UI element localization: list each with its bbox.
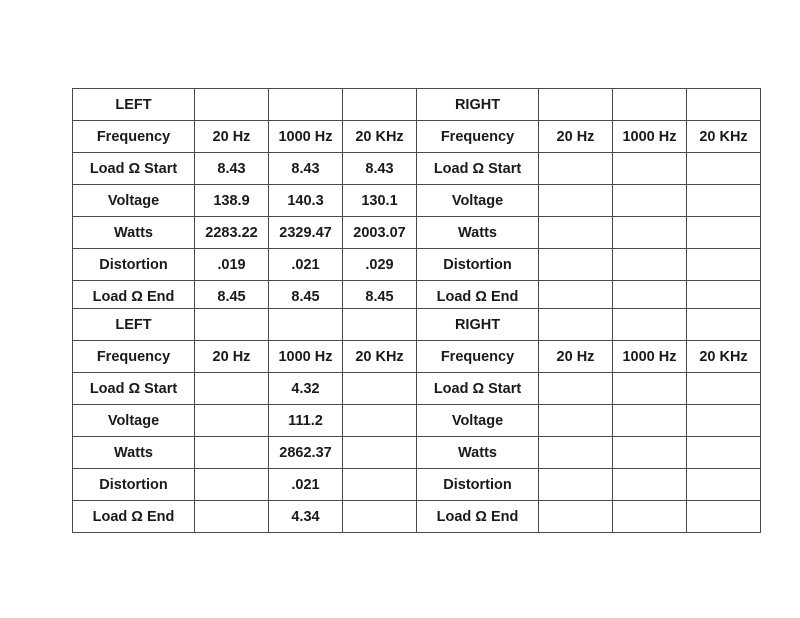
empty-cell — [687, 153, 761, 185]
empty-cell — [539, 89, 613, 121]
table-row — [73, 437, 761, 469]
empty-cell — [687, 89, 761, 121]
value-cell: 2862.37 — [269, 437, 343, 469]
value-cell: 8.45 — [343, 281, 417, 313]
row-label: Load Ω End — [417, 501, 539, 533]
value-cell: 138.9 — [195, 185, 269, 217]
empty-cell — [539, 185, 613, 217]
channel-header: LEFT — [73, 309, 195, 341]
row-label: Frequency — [417, 341, 539, 373]
measurement-table — [72, 88, 761, 313]
empty-cell — [195, 469, 269, 501]
value-cell: 2283.22 — [195, 217, 269, 249]
value-cell: 20 Hz — [195, 341, 269, 373]
empty-cell — [687, 373, 761, 405]
measurement-table — [72, 308, 761, 533]
value-cell: 20 KHz — [343, 341, 417, 373]
table-row — [73, 249, 761, 281]
channel-header: LEFT — [73, 89, 195, 121]
table-row — [73, 469, 761, 501]
empty-cell — [687, 469, 761, 501]
empty-cell — [613, 501, 687, 533]
empty-cell — [539, 373, 613, 405]
table-row — [73, 89, 761, 121]
empty-cell — [613, 309, 687, 341]
empty-cell — [343, 469, 417, 501]
empty-cell — [687, 217, 761, 249]
row-label: Distortion — [417, 249, 539, 281]
empty-cell — [343, 373, 417, 405]
value-cell: .021 — [269, 249, 343, 281]
table-row — [73, 217, 761, 249]
table-row — [73, 185, 761, 217]
empty-cell — [687, 309, 761, 341]
table-row — [73, 373, 761, 405]
empty-cell — [343, 437, 417, 469]
row-label: Load Ω Start — [73, 373, 195, 405]
empty-cell — [195, 437, 269, 469]
row-label: Voltage — [73, 405, 195, 437]
empty-cell — [539, 405, 613, 437]
value-cell: 1000 Hz — [269, 341, 343, 373]
empty-cell — [269, 89, 343, 121]
empty-cell — [539, 309, 613, 341]
empty-cell — [195, 89, 269, 121]
value-cell: 20 Hz — [195, 121, 269, 153]
empty-cell — [613, 469, 687, 501]
empty-cell — [613, 217, 687, 249]
value-cell: 4.34 — [269, 501, 343, 533]
value-cell: 1000 Hz — [613, 341, 687, 373]
empty-cell — [613, 185, 687, 217]
empty-cell — [687, 405, 761, 437]
row-label: Load Ω End — [73, 501, 195, 533]
value-cell: 20 KHz — [687, 341, 761, 373]
empty-cell — [687, 501, 761, 533]
empty-cell — [539, 153, 613, 185]
value-cell: .021 — [269, 469, 343, 501]
empty-cell — [269, 309, 343, 341]
value-cell: 130.1 — [343, 185, 417, 217]
row-label: Frequency — [73, 121, 195, 153]
row-label: Watts — [417, 437, 539, 469]
value-cell: 20 Hz — [539, 121, 613, 153]
channel-header: RIGHT — [417, 309, 539, 341]
value-cell: .029 — [343, 249, 417, 281]
empty-cell — [613, 373, 687, 405]
table-row — [73, 309, 761, 341]
row-label: Voltage — [417, 405, 539, 437]
empty-cell — [539, 469, 613, 501]
empty-cell — [343, 89, 417, 121]
value-cell: 1000 Hz — [613, 121, 687, 153]
value-cell: 2003.07 — [343, 217, 417, 249]
row-label: Watts — [417, 217, 539, 249]
empty-cell — [539, 437, 613, 469]
empty-cell — [539, 501, 613, 533]
empty-cell — [343, 309, 417, 341]
empty-cell — [343, 501, 417, 533]
value-cell: 1000 Hz — [269, 121, 343, 153]
value-cell: 111.2 — [269, 405, 343, 437]
empty-cell — [195, 501, 269, 533]
empty-cell — [687, 185, 761, 217]
table-row — [73, 153, 761, 185]
value-cell: 2329.47 — [269, 217, 343, 249]
row-label: Watts — [73, 217, 195, 249]
row-label: Load Ω Start — [417, 373, 539, 405]
empty-cell — [687, 249, 761, 281]
row-label: Load Ω Start — [73, 153, 195, 185]
row-label: Voltage — [73, 185, 195, 217]
value-cell: 8.43 — [343, 153, 417, 185]
measurement-table-1 — [72, 88, 756, 313]
row-label: Voltage — [417, 185, 539, 217]
value-cell: 4.32 — [269, 373, 343, 405]
table-row — [73, 501, 761, 533]
row-label: Load Ω End — [417, 281, 539, 313]
empty-cell — [687, 437, 761, 469]
value-cell: 8.45 — [195, 281, 269, 313]
value-cell: 8.45 — [269, 281, 343, 313]
value-cell: 20 KHz — [343, 121, 417, 153]
empty-cell — [613, 89, 687, 121]
value-cell: .019 — [195, 249, 269, 281]
empty-cell — [343, 405, 417, 437]
row-label: Distortion — [73, 249, 195, 281]
value-cell: 8.43 — [269, 153, 343, 185]
empty-cell — [613, 153, 687, 185]
empty-cell — [613, 249, 687, 281]
empty-cell — [613, 437, 687, 469]
empty-cell — [613, 405, 687, 437]
row-label: Frequency — [417, 121, 539, 153]
table-row — [73, 341, 761, 373]
row-label: Distortion — [73, 469, 195, 501]
value-cell: 20 Hz — [539, 341, 613, 373]
empty-cell — [539, 249, 613, 281]
measurement-table-2 — [72, 308, 756, 533]
empty-cell — [539, 217, 613, 249]
row-label: Load Ω End — [73, 281, 195, 313]
channel-header: RIGHT — [417, 89, 539, 121]
row-label: Frequency — [73, 341, 195, 373]
value-cell: 140.3 — [269, 185, 343, 217]
row-label: Watts — [73, 437, 195, 469]
value-cell: 8.43 — [195, 153, 269, 185]
row-label: Distortion — [417, 469, 539, 501]
empty-cell — [195, 373, 269, 405]
table-row — [73, 121, 761, 153]
empty-cell — [195, 309, 269, 341]
table-row — [73, 405, 761, 437]
empty-cell — [195, 405, 269, 437]
row-label: Load Ω Start — [417, 153, 539, 185]
value-cell: 20 KHz — [687, 121, 761, 153]
